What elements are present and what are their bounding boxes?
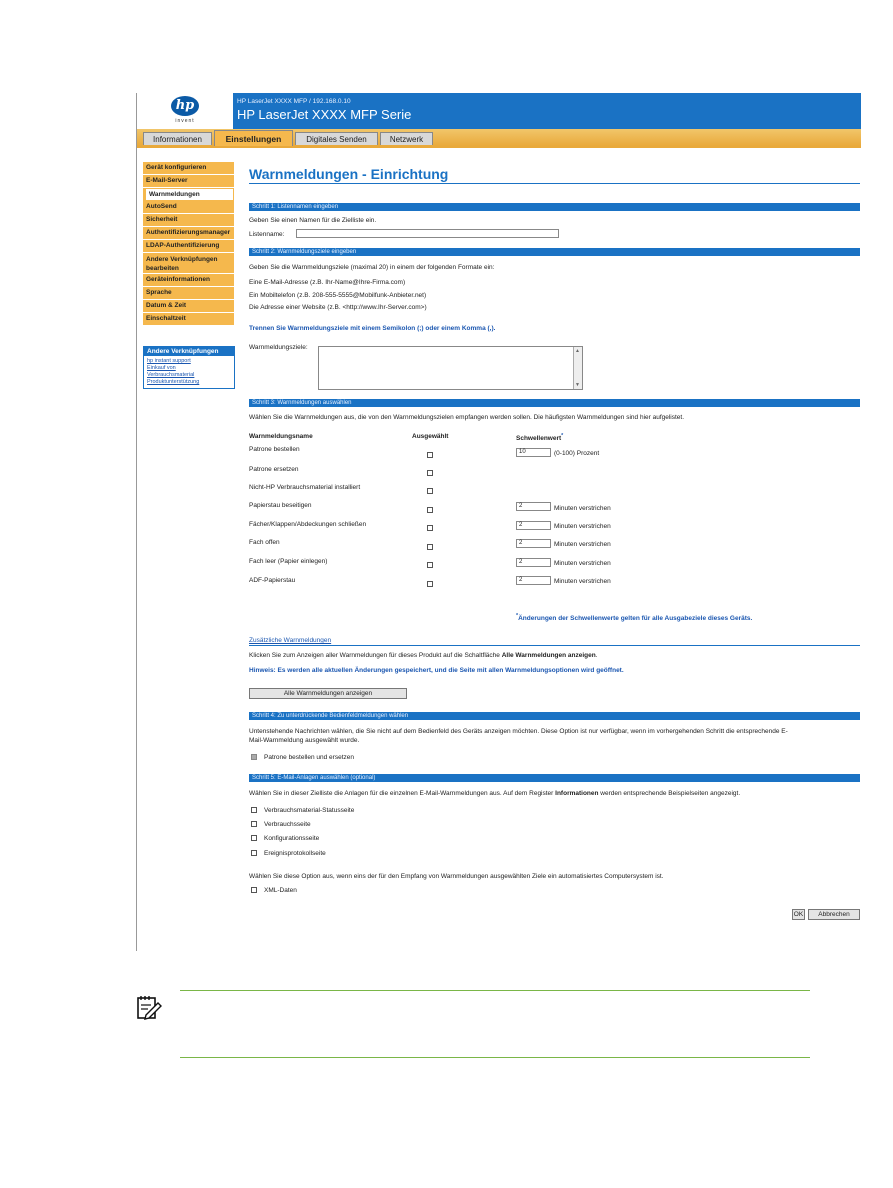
threshold-unit: Minuten verstrichen bbox=[554, 560, 611, 567]
cancel-button[interactable]: Abbrechen bbox=[808, 909, 860, 920]
attachment-label: Konfigurationsseite bbox=[264, 835, 320, 842]
sidebar-item-datum-zeit[interactable]: Datum & Zeit bbox=[143, 300, 234, 313]
col-warnmeldungsname: Warnmeldungsname bbox=[249, 433, 313, 440]
other-links-box bbox=[143, 346, 235, 389]
list-name-input[interactable] bbox=[296, 229, 559, 238]
additional-text: Klicken Sie zum Anzeigen aller Warnmeldungen für dieses Produkt auf die Schaltfläche Alle Warnmeldungen anzeigen. bbox=[249, 652, 598, 659]
alert-row-name: Papierstau beseitigen bbox=[249, 502, 312, 509]
scroll-up-icon[interactable]: ▲ bbox=[575, 348, 580, 354]
threshold-note: *Änderungen der Schwellenwerte gelten für alle Ausgabeziele dieses Geräts. bbox=[516, 613, 753, 623]
sidebar-item-warnmeldungen[interactable]: Warnmeldungen bbox=[143, 188, 234, 201]
threshold-input[interactable]: 2 bbox=[516, 502, 551, 511]
tab-informationen[interactable]: Informationen bbox=[143, 132, 212, 145]
suppress-checkbox bbox=[251, 754, 257, 760]
title-divider bbox=[249, 183, 860, 184]
alert-row-name: Patrone bestellen bbox=[249, 446, 300, 453]
note-top-rule bbox=[180, 990, 810, 991]
targets-textarea[interactable] bbox=[318, 346, 583, 390]
alert-row-checkbox[interactable] bbox=[427, 525, 433, 531]
suppress-option: Patrone bestellen und ersetzen bbox=[264, 754, 354, 761]
threshold-unit: Minuten verstrichen bbox=[554, 541, 611, 548]
tab-digitales-senden[interactable]: Digitales Senden bbox=[295, 132, 378, 145]
sidebar-item-sprache[interactable]: Sprache bbox=[143, 287, 234, 300]
xml-intro: Wählen Sie diese Option aus, wenn eins der für den Empfang von Warnmeldungen ausgewählten Ziele ein automatisiertes Computersystem ist. bbox=[249, 873, 664, 880]
step1-intro: Geben Sie einen Namen für die Zielliste ein. bbox=[249, 217, 377, 224]
product-title: HP LaserJet XXXX MFP Serie bbox=[237, 107, 412, 122]
attachment-label: Verbrauchsseite bbox=[264, 821, 311, 828]
step4-text-line2: Mail-Warnmeldung ausgewählt wurde. bbox=[249, 737, 360, 744]
textarea-scrollbar[interactable] bbox=[573, 347, 582, 389]
sidebar-item-andere-verknuepfungen[interactable]: Andere Verknüpfungen bearbeiten bbox=[143, 253, 234, 274]
title-bar bbox=[233, 93, 861, 129]
alert-row-name: ADF-Papierstau bbox=[249, 577, 296, 584]
threshold-input[interactable]: 2 bbox=[516, 558, 551, 567]
show-all-alerts-button[interactable]: Alle Warnmeldungen anzeigen bbox=[249, 688, 407, 699]
list-name-label: Listenname: bbox=[249, 231, 285, 238]
tab-einstellungen[interactable]: Einstellungen bbox=[214, 130, 293, 146]
threshold-input[interactable]: 2 bbox=[516, 539, 551, 548]
additional-hint: Hinweis: Es werden alle aktuellen Änderungen gespeichert, und die Seite mit allen Warnmeldungsoptionen wird geöffnet. bbox=[249, 667, 624, 674]
sidebar bbox=[143, 162, 234, 326]
col-schwellenwert: Schwellenwert* bbox=[516, 433, 564, 443]
alert-row-name: Nicht-HP Verbrauchsmaterial installiert bbox=[249, 484, 361, 491]
sidebar-item-authentifizierungsmanager[interactable]: Authentifizierungsmanager bbox=[143, 227, 234, 240]
link-einkauf-von[interactable]: Einkauf von bbox=[147, 365, 176, 371]
attachment-checkbox[interactable] bbox=[251, 821, 257, 827]
logo-tagline: invent bbox=[175, 118, 195, 124]
tab-netzwerk[interactable]: Netzwerk bbox=[380, 132, 433, 145]
targets-label: Warnmeldungsziele: bbox=[249, 344, 308, 351]
step3-intro: Wählen Sie die Warnmeldungen aus, die von den Warnmeldungszielen empfangen werden sollen. Die häufigsten Warnmeldungen sind hier aufgelistet. bbox=[249, 414, 685, 421]
sidebar-item-email-server[interactable]: E-Mail-Server bbox=[143, 175, 234, 188]
link-hp-instant-support[interactable]: hp instant support bbox=[147, 358, 191, 364]
link-produktunterstuetzung[interactable]: Produktunterstützung bbox=[147, 379, 200, 385]
threshold-input[interactable]: 2 bbox=[516, 521, 551, 530]
attachment-checkbox[interactable] bbox=[251, 807, 257, 813]
sidebar-item-sicherheit[interactable]: Sicherheit bbox=[143, 214, 234, 227]
attachment-label: Verbrauchsmaterial-Statusseite bbox=[264, 807, 355, 814]
col-ausgewaehlt: Ausgewählt bbox=[412, 433, 449, 440]
separator-hint: Trennen Sie Warnmeldungsziele mit einem Semikolon (;) oder einem Komma (,). bbox=[249, 325, 496, 332]
step4-text-line1: Untenstehende Nachrichten wählen, die Sie nicht auf dem Bedienfeld des Geräts anzeigen möchten. Diese Option ist nur verfügbar, wenn im vorhergehenden Schritt die entsprechende E- bbox=[249, 728, 788, 735]
header bbox=[137, 93, 861, 129]
ok-button[interactable]: OK bbox=[793, 911, 804, 918]
threshold-unit: (0-100) Prozent bbox=[554, 450, 600, 457]
alert-row-name: Fächer/Klappen/Abdeckungen schließen bbox=[249, 521, 367, 528]
sidebar-item-autosend[interactable]: AutoSend bbox=[143, 201, 234, 214]
alert-row-checkbox[interactable] bbox=[427, 562, 433, 568]
step1-heading: Schritt 1: Listennamen eingeben bbox=[249, 203, 860, 211]
attachment-checkbox[interactable] bbox=[251, 835, 257, 841]
threshold-unit: Minuten verstrichen bbox=[554, 578, 611, 585]
sidebar-item-geraeteinformationen[interactable]: Geräteinformationen bbox=[143, 274, 234, 287]
note-bottom-rule bbox=[180, 1057, 810, 1058]
threshold-unit: Minuten verstrichen bbox=[554, 505, 611, 512]
format-mobile: Ein Mobiltelefon (z.B. 208-555-5555@Mobilfunk-Anbieter.net) bbox=[249, 292, 427, 299]
xml-checkbox[interactable] bbox=[251, 887, 257, 893]
additional-alerts-link[interactable]: Zusätzliche Warnmeldungen bbox=[249, 637, 332, 644]
threshold-unit: Minuten verstrichen bbox=[554, 523, 611, 530]
attachment-checkbox[interactable] bbox=[251, 850, 257, 856]
step2-intro: Geben Sie die Warnmeldungsziele (maximal 20) in einem der folgenden Formate ein: bbox=[249, 264, 495, 271]
step3-heading: Schritt 3: Warnmeldungen auswählen bbox=[249, 399, 860, 407]
device-address: HP LaserJet XXXX MFP / 192.168.0.10 bbox=[237, 98, 351, 105]
alert-row-checkbox[interactable] bbox=[427, 470, 433, 476]
format-web: Die Adresse einer Website (z.B. <http://www.Ihr-Server.com>) bbox=[249, 304, 427, 311]
alert-row-checkbox[interactable] bbox=[427, 452, 433, 458]
step2-heading: Schritt 2: Warnmeldungsziele eingeben bbox=[249, 248, 860, 256]
xml-label: XML-Daten bbox=[264, 887, 297, 894]
alert-row-checkbox[interactable] bbox=[427, 544, 433, 550]
alert-row-checkbox[interactable] bbox=[427, 581, 433, 587]
step5-intro: Wählen Sie in dieser Zielliste die Anlagen für die einzelnen E-Mail-Warnmeldungen aus. Auf dem Register Informationen werden entsprechende Beispielseiten angezeigt. bbox=[249, 790, 741, 797]
alert-row-checkbox[interactable] bbox=[427, 507, 433, 513]
other-links-title: Andere Verknüpfungen bbox=[144, 347, 234, 356]
alert-row-name: Patrone ersetzen bbox=[249, 466, 299, 473]
alert-row-name: Fach offen bbox=[249, 539, 280, 546]
note-icon bbox=[136, 994, 162, 1020]
sidebar-item-ldap[interactable]: LDAP-Authentifizierung bbox=[143, 240, 234, 253]
threshold-input[interactable]: 2 bbox=[516, 576, 551, 585]
page-title: Warnmeldungen - Einrichtung bbox=[249, 166, 449, 182]
step4-heading: Schritt 4: Zu unterdrückende Bedienfeldmeldungen wählen bbox=[249, 712, 860, 720]
logo-area bbox=[137, 93, 233, 129]
attachment-label: Ereignisprotokollseite bbox=[264, 850, 326, 857]
format-email: Eine E-Mail-Adresse (z.B. Ihr-Name@Ihre-Firma.com) bbox=[249, 279, 406, 286]
additional-divider bbox=[249, 645, 860, 646]
scroll-down-icon[interactable]: ▼ bbox=[575, 382, 580, 388]
alert-row-checkbox[interactable] bbox=[427, 488, 433, 494]
threshold-input[interactable]: 10 bbox=[516, 448, 551, 457]
main-content bbox=[249, 165, 860, 918]
hp-logo-icon: hp bbox=[171, 96, 199, 116]
sidebar-item-einschaltzeit[interactable]: Einschaltzeit bbox=[143, 313, 234, 326]
browser-screenshot bbox=[137, 93, 861, 951]
step5-heading: Schritt 5: E-Mail-Anlagen auswählen (optional) bbox=[249, 774, 860, 782]
alert-row-name: Fach leer (Papier einlegen) bbox=[249, 558, 328, 565]
tab-bar bbox=[137, 129, 861, 148]
link-verbrauchsmaterial[interactable]: Verbrauchsmaterial bbox=[147, 372, 195, 378]
sidebar-item-geraet-konfigurieren[interactable]: Gerät konfigurieren bbox=[143, 162, 234, 175]
